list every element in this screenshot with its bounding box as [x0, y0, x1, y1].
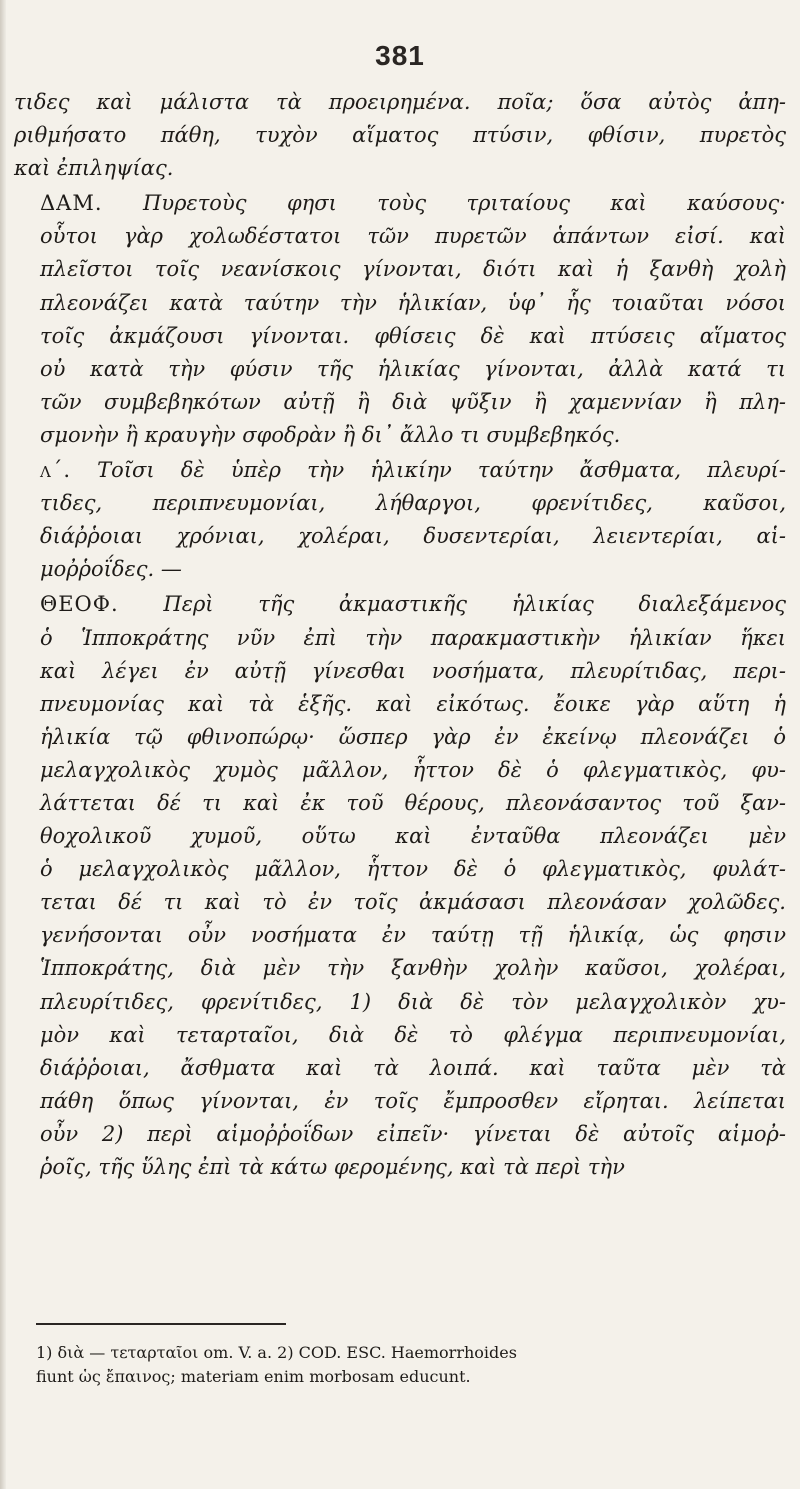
line-text: πλεῖστοι τοῖς νεανίσκοις γίνονται, διότι καὶ ἡ ξανθὴ χολὴ	[40, 257, 786, 282]
text-line	[14, 1085, 786, 1118]
speaker-label: λ΄.	[40, 458, 72, 483]
line-text: πλευρίτιδες, φρενίτιδες, 1) διὰ δὲ τὸν μελαγχολικὸν χυ-	[40, 989, 786, 1014]
line-text: οὖν 2) περὶ αἱμοῤῥοΐδων εἰπεῖν· γίνεται δὲ αὐτοῖς αἱμοῤ-	[40, 1121, 786, 1146]
text-line	[14, 520, 786, 553]
text-line	[14, 187, 786, 220]
text-line	[14, 86, 786, 119]
text-line	[14, 721, 786, 754]
text-line	[14, 119, 786, 152]
line-text: ριθμήσατο πάθη, τυχὸν αἵματος πτύσιν, φθίσιν, πυρετὸς	[14, 123, 786, 148]
text-line	[14, 353, 786, 386]
line-text: Τοῖσι δὲ ὑπὲρ τὴν ἡλικίην ταύτην ἄσθματα, πλευρί-	[97, 458, 786, 483]
line-text: λάττεται δέ τι καὶ ἐκ τοῦ θέρους, πλεονάσαντος τοῦ ξαν-	[40, 790, 786, 815]
text-line	[14, 253, 786, 286]
text-line	[14, 820, 786, 853]
line-text: διάῤῥοιαι χρόνιαι, χολέραι, δυσεντερίαι, λειεντερίαι, αἱ-	[40, 524, 786, 549]
line-text: τιδες καὶ μάλιστα τὰ προειρημένα. ποῖα; ὅσα αὐτὸς ἀπη-	[14, 90, 786, 114]
line-text: τιδες, περιπνευμονίαι, λήθαργοι, φρενίτιδες, καῦσοι,	[40, 491, 786, 516]
text-line	[14, 986, 786, 1019]
line-text: καὶ ἐπιληψίας.	[14, 156, 174, 181]
paragraph-lambda-paragraph	[14, 454, 786, 586]
line-text: μὸν καὶ τεταρταῖοι, διὰ δὲ τὸ φλέγμα περιπνευμονίαι,	[40, 1022, 786, 1047]
text-line	[14, 886, 786, 919]
text-line	[14, 152, 786, 185]
paragraph-dam-paragraph	[14, 187, 786, 452]
speaker-label: ΘΕΟΦ.	[40, 592, 119, 617]
text-line	[14, 419, 786, 452]
text-line	[14, 287, 786, 320]
text-line	[14, 220, 786, 253]
line-text: γενήσονται οὖν νοσήματα ἐν ταύτῃ τῇ ἡλικίᾳ, ὡς φησιν	[40, 923, 786, 948]
line-text: οὗτοι γὰρ χολωδέστατοι τῶν πυρετῶν ἁπάντων εἰσί. καὶ	[40, 224, 786, 249]
body-text	[14, 86, 786, 1186]
text-line	[14, 1019, 786, 1052]
footnote-line: fiunt ὡς ἔπαινος; materiam enim morbosam educunt.	[36, 1367, 471, 1386]
page-edge	[0, 0, 6, 1489]
text-line	[14, 688, 786, 721]
paragraph-continuation	[14, 86, 786, 185]
line-text: ἡλικία τῷ φθινοπώρῳ· ὥσπερ γὰρ ἐν ἐκείνῳ πλεονάζει ὁ	[40, 724, 786, 749]
footnotes	[36, 1341, 776, 1389]
text-line	[14, 1118, 786, 1151]
line-text: πάθη ὅπως γίνονται, ἐν τοῖς ἔμπροσθεν εἴρηται. λείπεται	[40, 1088, 786, 1113]
text-line	[14, 919, 786, 952]
text-line	[14, 622, 786, 655]
line-text: τεται δέ τι καὶ τὸ ἐν τοῖς ἀκμάσασι πλεονάσαν χολῶδες.	[40, 890, 786, 915]
speaker-label: ΔΑΜ.	[40, 191, 103, 216]
line-text: καὶ λέγει ἐν αὐτῇ γίνεσθαι νοσήματα, πλευρίτιδας, περι-	[40, 658, 786, 683]
footnote-line: 1) διὰ — τεταρταῖοι om. V. a. 2) COD. ESC. Haemorrhoides	[36, 1343, 517, 1362]
line-text: οὐ κατὰ τὴν φύσιν τῆς ἡλικίας γίνονται, ἀλλὰ κατά τι	[40, 356, 786, 381]
page-number: 381	[375, 40, 425, 71]
text-line	[14, 588, 786, 621]
line-text: ὁ Ἱπποκράτης νῦν ἐπὶ τὴν παρακμαστικὴν ἡλικίαν ἥκει	[40, 625, 786, 650]
text-line	[14, 1052, 786, 1085]
text-line	[14, 1151, 786, 1184]
line-text: ὁ μελαγχολικὸς μᾶλλον, ἧττον δὲ ὁ φλεγματικὸς, φυλάτ-	[40, 857, 786, 882]
text-line	[14, 952, 786, 985]
text-line	[14, 754, 786, 787]
line-text: σμονὴν ἢ κραυγὴν σφοδρὰν ἢ δι᾽ ἄλλο τι συμβεβηκός.	[40, 422, 621, 447]
text-line	[14, 386, 786, 419]
line-text: Περὶ τῆς ἀκμαστικῆς ἡλικίας διαλεξάμενος	[163, 592, 786, 617]
text-line	[14, 655, 786, 688]
footnote-rule	[36, 1323, 286, 1325]
line-text: τοῖς ἀκμάζουσι γίνονται. φθίσεις δὲ καὶ πτύσεις αἵματος	[40, 323, 786, 348]
line-text: πλεονάζει κατὰ ταύτην τὴν ἡλικίαν, ὑφ᾽ ἧς τοιαῦται νόσοι	[40, 290, 786, 315]
line-text: θοχολικοῦ χυμοῦ, οὕτω καὶ ἐνταῦθα πλεονάζει μὲν	[40, 824, 786, 849]
text-line	[14, 853, 786, 886]
text-line	[14, 320, 786, 353]
paragraph-theoph-paragraph	[14, 588, 786, 1184]
line-text: Ἱπποκράτης, διὰ μὲν τὴν ξανθὴν χολὴν καῦσοι, χολέραι,	[40, 956, 786, 981]
line-text: πνευμονίας καὶ τὰ ἑξῆς. καὶ εἰκότως. ἔοικε γὰρ αὕτη ἡ	[40, 691, 786, 716]
text-line	[14, 487, 786, 520]
line-text: διάῤῥοιαι, ἄσθματα καὶ τὰ λοιπά. καὶ ταῦτα μὲν τὰ	[40, 1055, 786, 1080]
line-text: μοῤῥοΐδες. —	[40, 557, 182, 582]
line-text: μελαγχολικὸς χυμὸς μᾶλλον, ἧττον δὲ ὁ φλεγματικὸς, φυ-	[40, 757, 786, 782]
line-text: Πυρετοὺς φησι τοὺς τριταίους καὶ καύσους·	[143, 191, 786, 216]
line-text: τῶν συμβεβηκότων αὐτῇ ἢ διὰ ψῦξιν ἢ χαμεννίαν ἢ πλη-	[40, 389, 786, 414]
text-line	[14, 553, 786, 586]
text-line	[14, 454, 786, 487]
line-text: ῥοῖς, τῆς ὕλης ἐπὶ τὰ κάτω φερομένης, καὶ τὰ περὶ τὴν	[40, 1155, 625, 1179]
text-line	[14, 787, 786, 820]
